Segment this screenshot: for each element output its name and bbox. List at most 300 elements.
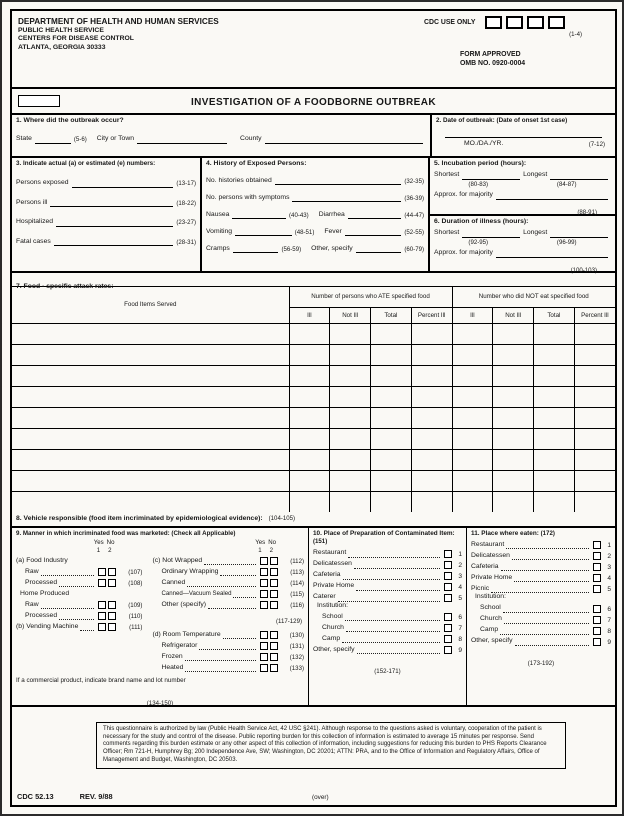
- column-ref: (130): [289, 631, 304, 639]
- yes-checkbox[interactable]: [260, 642, 268, 650]
- value-cell[interactable]: [452, 491, 493, 512]
- column-ref: (23-27): [176, 219, 196, 227]
- row-sections-1-2: [12, 115, 615, 158]
- city-label: City or Town: [96, 135, 135, 143]
- column-ref: (5-6): [73, 136, 87, 144]
- value-cell[interactable]: [493, 365, 534, 386]
- food-item-cell[interactable]: [12, 470, 289, 491]
- value-cell[interactable]: [371, 386, 412, 407]
- value-cell[interactable]: [534, 365, 575, 386]
- row-sections-3-6: [12, 158, 615, 273]
- value-cell[interactable]: [330, 407, 371, 428]
- value-cell[interactable]: [493, 491, 534, 512]
- field-label: Persons exposed: [16, 179, 69, 187]
- item-code: 4: [607, 575, 611, 583]
- food-item-cell[interactable]: [12, 449, 289, 470]
- place-item: [313, 560, 462, 568]
- item-label: Frozen: [161, 652, 183, 660]
- entry-blank[interactable]: [462, 172, 520, 180]
- item-label: Refrigerator: [161, 641, 198, 649]
- item-label: Ordinary Wrapping: [161, 567, 219, 575]
- column-ref: (92-95): [468, 238, 489, 246]
- incubation-row: [434, 191, 611, 199]
- field-label: Approx. for majority: [434, 249, 493, 257]
- field-label: No. histories obtained: [206, 176, 272, 184]
- value-cell[interactable]: [452, 365, 493, 386]
- entry-blank[interactable]: [275, 177, 402, 185]
- food-item-cell[interactable]: [12, 323, 289, 344]
- value-cell[interactable]: [330, 449, 371, 470]
- yes-checkbox[interactable]: [98, 568, 106, 576]
- section-heading: 5. Incubation period (hours):: [434, 160, 527, 167]
- place-item: [322, 624, 462, 632]
- dot-leader: [357, 648, 440, 654]
- value-cell[interactable]: [330, 428, 371, 449]
- column-ref: (132): [289, 653, 304, 661]
- column-ref: (110): [128, 612, 143, 620]
- value-cell[interactable]: [534, 386, 575, 407]
- yes-checkbox[interactable]: [260, 579, 268, 587]
- column-ref-row: [434, 239, 611, 246]
- column-ref-row: [471, 652, 611, 670]
- office-use-box[interactable]: [18, 95, 60, 107]
- no-label: No: [106, 539, 115, 547]
- value-cell[interactable]: [493, 407, 534, 428]
- field-label: Fatal cases: [16, 237, 51, 245]
- value-cell[interactable]: [574, 428, 615, 449]
- section-heading: [471, 530, 611, 538]
- column-ref: (32-35): [404, 177, 424, 185]
- food-item-cell[interactable]: [12, 491, 289, 512]
- field-label: Shortest: [434, 171, 460, 179]
- yes-checkbox[interactable]: [260, 653, 268, 661]
- yes-checkbox[interactable]: [260, 631, 268, 639]
- vehicle-blank[interactable]: [298, 515, 608, 523]
- checkbox[interactable]: [593, 616, 601, 624]
- yes-checkbox[interactable]: [98, 579, 106, 587]
- column-ref: (151): [313, 538, 328, 546]
- value-cell[interactable]: [371, 428, 412, 449]
- value-cell[interactable]: [452, 323, 493, 344]
- value-cell[interactable]: [452, 449, 493, 470]
- column-ref-row: [313, 660, 462, 678]
- column-ref: (107): [128, 568, 143, 576]
- entry-blank[interactable]: [462, 230, 520, 238]
- value-cell[interactable]: [452, 470, 493, 491]
- value-cell[interactable]: [289, 365, 330, 386]
- no-checkbox[interactable]: [270, 557, 278, 565]
- entry-blank[interactable]: [356, 245, 402, 253]
- place-item: [471, 563, 611, 571]
- dot-leader: [59, 581, 94, 587]
- item-code: 2: [607, 553, 611, 561]
- value-cell[interactable]: [371, 323, 412, 344]
- yes-no-header: [16, 539, 142, 546]
- value-cell[interactable]: [330, 386, 371, 407]
- value-cell[interactable]: [330, 344, 371, 365]
- col-header-food-items: Food Items Served: [12, 287, 289, 323]
- value-cell[interactable]: [574, 344, 615, 365]
- checkbox[interactable]: [593, 574, 601, 582]
- value-cell[interactable]: [534, 491, 575, 512]
- value-cell[interactable]: [534, 323, 575, 344]
- subcol-header-not-ill: Not Ill: [330, 307, 371, 323]
- value-cell[interactable]: [411, 470, 452, 491]
- checkbox[interactable]: [444, 550, 452, 558]
- value-cell[interactable]: [371, 344, 412, 365]
- entry-blank[interactable]: [233, 245, 279, 253]
- entry-blank[interactable]: [496, 250, 608, 258]
- place-item: [480, 626, 611, 634]
- dot-leader: [342, 637, 440, 643]
- column-ref: (134-150): [146, 699, 174, 707]
- yes-checkbox[interactable]: [260, 664, 268, 672]
- no-checkbox[interactable]: [270, 642, 278, 650]
- entry-blank[interactable]: [496, 192, 608, 200]
- yes-checkbox[interactable]: [98, 612, 106, 620]
- code-box[interactable]: [485, 16, 502, 29]
- value-cell[interactable]: [371, 407, 412, 428]
- value-cell[interactable]: [574, 407, 615, 428]
- item-label: Raw: [25, 600, 39, 608]
- checkbox[interactable]: [444, 624, 452, 632]
- entry-blank[interactable]: [72, 180, 174, 188]
- value-cell[interactable]: [371, 365, 412, 386]
- marketing-item: [152, 631, 304, 639]
- title-bar: [12, 89, 615, 115]
- dot-leader: [233, 592, 256, 598]
- form-number-line: [17, 792, 113, 801]
- col-header-did-not-eat: Number who did NOT eat specified food: [452, 287, 615, 307]
- field-label: Shortest: [434, 229, 460, 237]
- subcol-header-total: Total: [534, 307, 575, 323]
- item-label: Other, specify: [471, 637, 513, 645]
- yes-checkbox[interactable]: [260, 557, 268, 565]
- item-code: 6: [607, 605, 611, 613]
- heading-text: 11. Place where eaten:: [471, 530, 539, 537]
- entry-blank[interactable]: [235, 228, 292, 236]
- field-label: Longest: [523, 171, 548, 179]
- no-checkbox[interactable]: [270, 664, 278, 672]
- entry-blank[interactable]: [550, 172, 608, 180]
- item-label: Canned: [161, 578, 186, 586]
- marketing-item: [161, 642, 304, 650]
- place-item: [322, 613, 462, 621]
- code-box[interactable]: [527, 16, 544, 29]
- value-cell[interactable]: [289, 344, 330, 365]
- checkbox[interactable]: [444, 613, 452, 621]
- entry-blank[interactable]: [56, 219, 173, 227]
- marketing-item: [161, 590, 304, 598]
- checkbox[interactable]: [444, 583, 452, 591]
- form-number: CDC 52.13: [17, 792, 54, 801]
- value-cell[interactable]: [534, 449, 575, 470]
- item-label: Raw: [25, 567, 39, 575]
- item-code: 9: [607, 638, 611, 646]
- column-ref: (114): [290, 579, 304, 587]
- entry-blank[interactable]: [292, 194, 401, 202]
- attack-rate-row: [12, 386, 615, 407]
- item-label: Other, specify: [313, 645, 355, 653]
- checkbox[interactable]: [593, 627, 601, 635]
- value-cell[interactable]: [574, 449, 615, 470]
- checkbox[interactable]: [444, 646, 452, 654]
- checkbox[interactable]: [593, 605, 601, 613]
- item-label: Canned—Vacuum Sealed: [161, 589, 232, 597]
- item-code: 4: [458, 583, 462, 591]
- item-code: 8: [458, 636, 462, 644]
- value-cell[interactable]: [330, 470, 371, 491]
- value-cell[interactable]: [452, 344, 493, 365]
- item-label: Restaurant: [313, 549, 347, 557]
- marketing-right-column: [148, 539, 304, 672]
- item-label: (d) Room Temperature: [152, 630, 221, 638]
- value-cell[interactable]: [452, 407, 493, 428]
- field-label: Approx. for majority: [434, 191, 493, 199]
- group-label-food-industry: (a) Food Industry: [16, 556, 68, 564]
- form-title: INVESTIGATION OF A FOODBORNE OUTBREAK: [191, 97, 436, 108]
- count-row: [16, 179, 196, 187]
- dot-leader: [504, 618, 589, 624]
- checkbox[interactable]: [444, 635, 452, 643]
- dot-leader: [343, 574, 440, 580]
- yes-label: Yes: [255, 539, 266, 547]
- value-cell[interactable]: [411, 365, 452, 386]
- value-cell[interactable]: [493, 470, 534, 491]
- no-checkbox[interactable]: [270, 601, 278, 609]
- yes-checkbox[interactable]: [98, 623, 106, 631]
- value-cell[interactable]: [371, 449, 412, 470]
- value-cell[interactable]: [493, 344, 534, 365]
- column-ref: (131): [289, 642, 304, 650]
- food-item-cell[interactable]: [12, 386, 289, 407]
- subcol-header-total: Total: [371, 307, 412, 323]
- item-code: 7: [607, 616, 611, 624]
- code-header: [16, 547, 142, 554]
- section-8-vehicle: [12, 512, 615, 528]
- checkbox[interactable]: [444, 594, 452, 602]
- item-label: Camp: [322, 634, 341, 642]
- dot-leader: [220, 570, 256, 576]
- marketing-item: [25, 568, 142, 576]
- date-blank[interactable]: [445, 130, 602, 138]
- address-line: ATLANTA, GEORGIA 30333: [18, 43, 106, 51]
- dot-leader: [501, 565, 589, 571]
- column-ref: (117-129): [276, 618, 302, 626]
- value-cell[interactable]: [289, 428, 330, 449]
- value-cell[interactable]: [289, 470, 330, 491]
- food-item-cell[interactable]: [12, 344, 289, 365]
- item-code: 5: [458, 594, 462, 602]
- marketing-item: [161, 664, 304, 672]
- column-ref: (52-55): [404, 228, 425, 236]
- value-cell[interactable]: [289, 407, 330, 428]
- value-cell[interactable]: [330, 323, 371, 344]
- value-cell[interactable]: [371, 491, 412, 512]
- county-blank[interactable]: [265, 136, 423, 144]
- column-ref: (172): [540, 530, 555, 537]
- column-ref: (104-105): [268, 515, 296, 523]
- dot-leader: [500, 629, 589, 635]
- marketing-item: [161, 653, 304, 661]
- section-1-where-outbreak: [12, 115, 432, 156]
- value-cell[interactable]: [534, 470, 575, 491]
- place-item: [480, 615, 611, 623]
- attack-rate-table-body: [12, 323, 615, 512]
- value-cell[interactable]: [330, 491, 371, 512]
- dot-leader: [503, 607, 589, 613]
- entry-blank[interactable]: [50, 199, 173, 207]
- column-ref-row: [434, 181, 611, 188]
- entry-blank[interactable]: [54, 238, 174, 246]
- value-cell[interactable]: [289, 449, 330, 470]
- value-cell[interactable]: [289, 386, 330, 407]
- code-box[interactable]: [506, 16, 523, 29]
- yes-checkbox[interactable]: [260, 568, 268, 576]
- yes-checkbox[interactable]: [260, 590, 268, 598]
- attack-rate-row: [12, 344, 615, 365]
- no-checkbox[interactable]: [108, 623, 116, 631]
- column-ref: (48-51): [294, 228, 315, 236]
- no-checkbox[interactable]: [270, 590, 278, 598]
- dot-leader: [346, 626, 440, 632]
- history-row: [206, 194, 424, 202]
- code-box[interactable]: [548, 16, 565, 29]
- phs-line: PUBLIC HEALTH SERVICE: [18, 27, 104, 34]
- column-ref: (80-83): [468, 180, 489, 188]
- value-cell[interactable]: [452, 386, 493, 407]
- value-cell[interactable]: [411, 449, 452, 470]
- value-cell[interactable]: [411, 491, 452, 512]
- value-cell[interactable]: [574, 365, 615, 386]
- attack-rate-row: [12, 491, 615, 512]
- value-cell[interactable]: [493, 386, 534, 407]
- dot-leader: [512, 554, 589, 560]
- section-heading: 7. Food - specific attack rates:: [16, 283, 114, 290]
- state-blank[interactable]: [35, 136, 71, 144]
- code-1-label: 1: [258, 546, 262, 554]
- yes-checkbox[interactable]: [260, 601, 268, 609]
- county-label: County: [240, 135, 262, 143]
- section-2-date: [432, 115, 615, 156]
- value-cell[interactable]: [411, 386, 452, 407]
- item-label: Camp: [480, 626, 499, 634]
- brand-note: If a commercial product, indicate brand name and lot number: [16, 677, 186, 685]
- place-item: [471, 552, 611, 560]
- yes-checkbox[interactable]: [98, 601, 106, 609]
- checkbox[interactable]: [444, 561, 452, 569]
- no-checkbox[interactable]: [108, 579, 116, 587]
- entry-blank[interactable]: [348, 211, 402, 219]
- value-cell[interactable]: [411, 344, 452, 365]
- entry-blank[interactable]: [232, 211, 286, 219]
- value-cell[interactable]: [574, 386, 615, 407]
- food-item-cell[interactable]: [12, 407, 289, 428]
- value-cell[interactable]: [411, 407, 452, 428]
- food-item-cell[interactable]: [12, 428, 289, 449]
- no-checkbox[interactable]: [270, 631, 278, 639]
- place-item: [313, 593, 462, 601]
- marketing-columns: [16, 539, 304, 672]
- entry-blank[interactable]: [345, 228, 402, 236]
- section-heading: 1. Where did the outbreak occur?: [16, 117, 124, 124]
- column-ref: (96-99): [556, 238, 577, 246]
- item-label: (c) Not Wrapped: [152, 556, 203, 564]
- dot-leader: [41, 570, 95, 576]
- symptom-row: [206, 228, 424, 236]
- value-cell[interactable]: [574, 491, 615, 512]
- column-ref: (109): [128, 601, 143, 609]
- value-cell[interactable]: [411, 428, 452, 449]
- value-cell[interactable]: [534, 407, 575, 428]
- food-item-cell[interactable]: [12, 365, 289, 386]
- value-cell[interactable]: [289, 323, 330, 344]
- column-ref: (115): [290, 590, 304, 598]
- checkbox[interactable]: [593, 552, 601, 560]
- dot-leader: [59, 614, 94, 620]
- item-label: Cafeteria: [313, 571, 341, 579]
- item-code: 2: [458, 561, 462, 569]
- value-cell[interactable]: [493, 323, 534, 344]
- entry-blank[interactable]: [550, 230, 608, 238]
- place-item: [313, 646, 462, 654]
- checkbox[interactable]: [593, 638, 601, 646]
- item-label: Other (specify): [161, 600, 207, 608]
- value-cell[interactable]: [493, 428, 534, 449]
- checkbox[interactable]: [593, 541, 601, 549]
- no-checkbox[interactable]: [270, 579, 278, 587]
- checkbox[interactable]: [444, 572, 452, 580]
- column-ref: (44-47): [404, 211, 425, 219]
- attack-rate-row: [12, 365, 615, 386]
- section-heading: 9. Manner in which incriminated food was marketed: (Check all Applicable): [16, 530, 236, 537]
- field-label: Other, specify: [311, 244, 353, 252]
- value-cell[interactable]: [330, 365, 371, 386]
- value-cell[interactable]: [411, 323, 452, 344]
- no-checkbox[interactable]: [270, 653, 278, 661]
- over-note: (over): [312, 794, 329, 801]
- yes-no-header: [152, 539, 304, 546]
- city-blank[interactable]: [137, 136, 227, 144]
- no-checkbox[interactable]: [108, 612, 116, 620]
- marketing-item: [25, 612, 142, 620]
- item-code: 6: [458, 614, 462, 622]
- dot-leader: [345, 615, 440, 621]
- value-cell[interactable]: [371, 470, 412, 491]
- field-label: Nausea: [206, 210, 230, 218]
- checkbox[interactable]: [593, 585, 601, 593]
- no-checkbox[interactable]: [108, 601, 116, 609]
- marketing-item: [25, 601, 142, 609]
- value-cell[interactable]: [289, 491, 330, 512]
- place-item: [313, 571, 462, 579]
- row-sections-9-11: [12, 528, 615, 707]
- col-header-ate: Number of persons who ATE specified food: [289, 287, 452, 307]
- value-cell[interactable]: [534, 428, 575, 449]
- no-checkbox[interactable]: [108, 568, 116, 576]
- checkbox[interactable]: [593, 563, 601, 571]
- value-cell[interactable]: [574, 323, 615, 344]
- value-cell[interactable]: [534, 344, 575, 365]
- subcol-header-percent-ill: Percent Ill: [574, 307, 615, 323]
- item-code: 7: [458, 625, 462, 633]
- value-cell[interactable]: [452, 428, 493, 449]
- no-checkbox[interactable]: [270, 568, 278, 576]
- value-cell[interactable]: [574, 470, 615, 491]
- duration-row: [434, 229, 611, 237]
- section-heading: 3. Indicate actual (a) or estimated (e) numbers:: [16, 160, 156, 167]
- value-cell[interactable]: [493, 449, 534, 470]
